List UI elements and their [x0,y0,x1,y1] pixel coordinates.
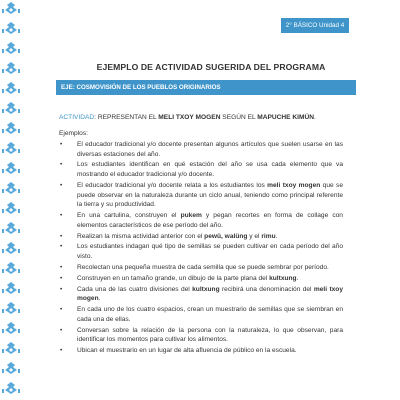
bullet-icon: • [60,285,63,293]
bullet-icon: • [60,326,63,334]
border-motif [2,382,20,394]
item-text: que se puede observar en la naturaleza durante un ciclo anual, teniendo como principal referente la tierra y su productividad. [77,181,343,209]
grade-unit-badge: 2° BÁSICO Unidad 4 [281,18,349,33]
bullet-icon: • [60,347,63,355]
bullet-icon: • [60,232,63,240]
bold-term: meli txoy mogen [267,181,321,189]
activity-text-a: : REPRESENTAN EL [94,114,159,121]
activity-bold-b: MAPUCHE KIMÜN [257,114,315,121]
item-text: Conversan sobre la relación de la persona con la naturaleza, lo que observan, para identificar los momentos para cultivar los alimentos. [77,326,343,344]
activity-text-b: SEGÚN EL [220,114,258,121]
bullet-icon: • [60,212,63,220]
activity-bold-a: MELI TXOY MOGEN [158,114,221,121]
list-item [59,242,343,261]
item-text: . [98,295,101,303]
list-item [59,232,343,242]
bullet-icon: • [60,161,63,169]
bullet-icon: • [60,306,63,314]
item-text: Los estudiantes identifican en qué estación del año se usa cada elemento que va mostrando el educador tradicional y/o docente. [77,161,343,179]
bold-term: kultxung [269,274,297,282]
page-title: EJEMPLO DE ACTIVIDAD SUGERIDA DEL PROGRAMA [96,62,326,72]
bullet-icon: • [60,181,63,189]
bullet-icon: • [60,263,63,271]
item-text: y el [247,232,262,240]
bold-term: meli txoy mogen [77,285,344,303]
list-item [59,140,343,159]
border-motif [2,362,20,374]
item-text: recibirá una denominación del [219,285,314,293]
border-motif [2,322,20,334]
bullet-icon: • [60,274,63,282]
item-text: Recolectan una pequeña muestra de cada semilla que se puede sembrar por período. [77,263,329,271]
item-text: . [296,274,299,282]
border-motif [2,282,20,294]
examples-label: Ejemplos: [59,130,88,137]
border-motif [2,142,20,154]
item-text: Realizan la misma actividad anterior con el [77,232,205,240]
item-text: Cada una de las cuatro divisiones del [77,285,193,293]
bold-term: rimu [261,232,276,240]
list-item [59,285,343,304]
item-text: Los estudiantes indagan qué tipo de semillas se pueden cultivar en cada período del año visto. [77,243,343,261]
decorative-border [0,0,22,400]
list-item [59,263,343,273]
border-motif [2,202,20,214]
item-text: En cada uno de los cuatro espacios, crean un muestrario de semillas que se siembran en cada una de ellas. [77,306,343,323]
border-motif [2,122,20,134]
border-motif [2,82,20,94]
pattern-border-graphic [0,0,22,400]
item-text: El educador tradicional y/o docente presentan algunos artículos que suelen usarse en las diversas estaciones del año. [77,141,343,158]
border-motif [2,62,20,74]
item-text: y pegan recortes en forma de collage con elementos característicos de ese período del año. [77,212,343,229]
bullet-icon: • [60,243,63,251]
item-text: Construyen en un tamaño grande, un dibujo de la parte plana del [77,274,270,282]
list-item [59,346,343,356]
list-item [59,211,343,230]
item-text: . [275,232,278,240]
border-motif [2,242,20,254]
bold-term: pukem [180,212,202,220]
list-item [59,274,343,284]
border-motif [2,222,20,234]
activity-label: ACTIVIDAD [59,114,95,121]
examples-list [59,140,343,357]
item-text: El educador tradicional y/o docente relata a los estudiantes los [77,181,268,189]
list-item [59,305,343,324]
item-text: En una cartulina, construyen el [77,212,181,220]
border-motif [2,262,20,274]
border-motif [2,2,20,14]
item-text: Ubican el muestrario en un lugar de alta afluencia de público en la escuela. [77,347,297,355]
activity-heading [59,114,316,121]
bullet-icon: • [60,141,63,148]
border-motif [2,162,20,174]
border-motif [2,302,20,314]
border-motif [2,42,20,54]
list-item [59,181,343,210]
activity-text-c: . [314,114,316,121]
border-motif [2,342,20,354]
bold-term: kultxung [192,285,220,293]
axis-banner: EJE: COSMOVISIÓN DE LOS PUEBLOS ORIGINARIOS [56,80,356,95]
bold-term: pewü, walüng [204,232,248,240]
border-motif [2,182,20,194]
list-item [59,160,343,179]
border-motif [2,102,20,114]
border-motif [2,22,20,34]
list-item [59,326,343,345]
